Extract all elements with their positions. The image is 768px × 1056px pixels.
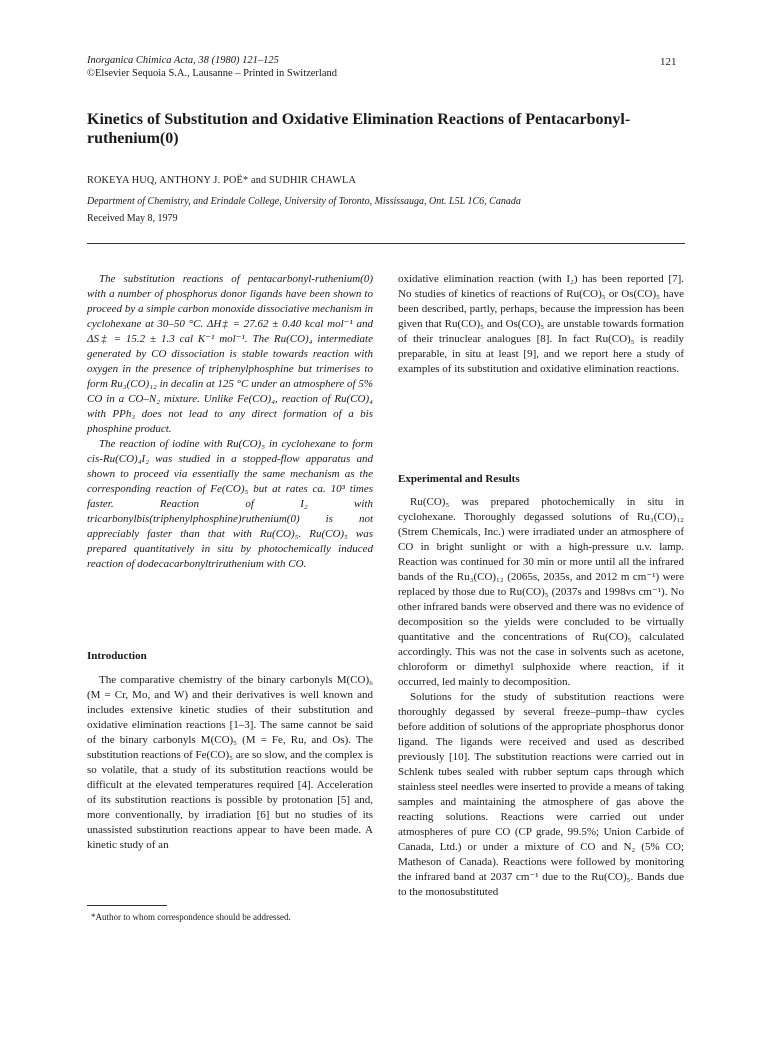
authors: ROKEYA HUQ, ANTHONY J. POË* and SUDHIR CHAWLA <box>87 175 356 186</box>
results-section <box>398 495 684 900</box>
intro-heading: Introduction <box>87 650 147 662</box>
footnote: *Author to whom correspondence should be addressed. <box>91 912 291 922</box>
abstract-paragraph: The substitution reactions of pentacarbonyl-ruthenium(0) with a number of phosphorus donor ligands have been shown to proceed by a simple carbon monoxide dissociative mechanism in cyclohexane at 30–50 °C. ΔH‡ = 27.62 ± 0.40 kcal mol⁻¹ and ΔS‡ = 15.2 ± 1.3 cal K⁻¹ mol⁻¹. The Ru(CO)₄ intermediate generated by CO dissociation is stable towards reaction with oxygen in the presence of triphenylphosphine but trimerises to form Ru₃(CO)₁₂ in decalin at 125 °C under an atmosphere of 5% CO in a CO–N₂ mixture. Unlike Fe(CO)₄, reaction of Ru(CO)₄ with PPh₃ does not lead to any direct formation of a bis phosphine product. <box>87 273 373 435</box>
article-title: Kinetics of Substitution and Oxidative Elimination Reactions of Pentacarbonyl-ruthenium(0) <box>87 111 631 147</box>
journal-publisher: ©Elsevier Sequoia S.A., Lausanne – Printed in Switzerland <box>87 68 338 79</box>
results-paragraph: Solutions for the study of substitution reactions were thoroughly degassed by several freeze–pump–thaw cycles before addition of solutions of the appropriate phosphorus donor ligand. The ligands were received and used as described previously [10]. The substitution reactions were carried out in Schlenk tubes sealed with rubber septum caps through which stainless steel needles were inserted to provide a means of taking samples and maintaining the atmosphere of gas above the reacting solutions. Reactions were carried out under atmospheres of pure CO (CP grade, 99.5%; Union Carbide of Canada, Ltd.) or under a mixture of CO and N₂ (5% CO; Matheson of Canada). Reactions were followed by monitoring the infrared band at 2037 cm⁻¹ due to the Ru(CO)₅. Bands due to the monosubstituted <box>398 691 684 898</box>
abstract-paragraph: The reaction of iodine with Ru(CO)₅ in cyclohexane to form cis-Ru(CO)₄I₂ was studied in a stopped-flow apparatus and shown to proceed via essentially the same mechanism as the corresponding reaction of Fe(CO)₅ but at rates ca. 10³ times faster. Reaction of I₂ with tricarbonylbis(triphenylphosphine)ruthenium(0) is not appreciably faster than that with Ru(CO)₅. Ru(CO)₅ was prepared quantitatively in situ by photochemically induced reaction of dodecacarbonyltriruthenium with CO. <box>87 438 373 570</box>
header-rule <box>87 243 685 244</box>
results-paragraph: Ru(CO)₅ was prepared photochemically in situ in cyclohexane. Thoroughly degassed solutions of Ru₃(CO)₁₂ (Strem Chemicals, Inc.) were irradiated under an atmosphere of CO in bright sunlight or with a high-pressure u.v. lamp. Reaction was continued for 30 min or more until all the infrared bands of the Ru₃(CO)₁₂ (2065s, 2035s, and 2012 m cm⁻¹) were replaced by those due to Ru(CO)₅ (2037s and 1998vs cm⁻¹). No other infrared bands were observed and there was no evidence of decomposition so the yields were concluded to be virtually quantitative and the concentrations of Ru(CO)₅ calculated accordingly. This was not the case in solvents such as acetone, chloroform or dimethyl sulphoxide where reaction, if it occurred, led mainly to decomposition. <box>398 496 684 688</box>
intro-continuation: oxidative elimination reaction (with I₂) has been reported [7]. No studies of kinetics of reactions of Ru(CO)₅ or Os(CO)₅ have been described, partly, perhaps, because the impression has been given that Ru(CO)₅ and Os(CO)₅ are unstable towards formation of their trinuclear analogues [8]. In fact Ru(CO)₅ is readily preparable, in situ at least [9], and we report here a study of examples of its substitution and oxidative elimination reactions. <box>398 273 684 375</box>
affiliation: Department of Chemistry, and Erindale College, University of Toronto, Mississauga, Ont. L5L 1C6, Canada <box>87 196 521 207</box>
received-date: Received May 8, 1979 <box>87 213 178 224</box>
journal-citation: Inorganica Chimica Acta, 38 (1980) 121–125 <box>87 55 279 66</box>
intro-section <box>87 673 373 853</box>
results-heading: Experimental and Results <box>398 473 520 485</box>
right-column <box>398 272 684 898</box>
abstract <box>87 272 373 572</box>
page-number: 121 <box>660 56 677 68</box>
journal-header <box>87 54 337 80</box>
intro-paragraph: The comparative chemistry of the binary carbonyls M(CO)₆ (M = Cr, Mo, and W) and their derivatives is well known and includes extensive kinetic studies of their substitution and oxidative elimination reactions [1–3]. The same cannot be said of the binary carbonyls M(CO)₅ (M = Fe, Ru, and Os). The substitution reactions of Fe(CO)₅ are so slow, and the complex is so volatile, that a study of its substitution reactions would be difficult at the elevated temperatures required [4]. Acceleration of its substitution reactions is possible by protonation [5] and, more conventionally, by irradiation [6] but no studies of its unassisted substitution reactions appear to have been made. A kinetic study of an <box>87 674 373 851</box>
left-column <box>87 272 373 851</box>
footnote-rule <box>87 905 167 906</box>
